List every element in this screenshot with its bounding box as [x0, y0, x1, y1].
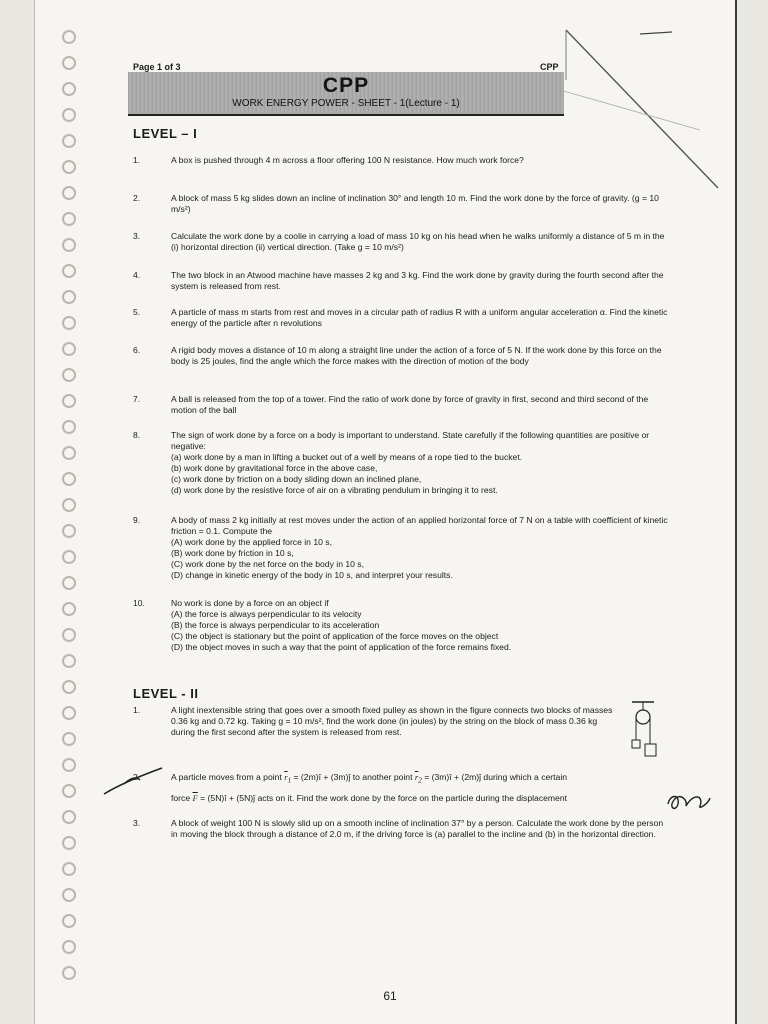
- question-text: A box is pushed through 4 m across a floor offering 100 N resistance. How much work force?: [171, 155, 524, 165]
- binder-hole: [62, 654, 76, 668]
- binder-hole: [62, 680, 76, 694]
- question-text: A particle of mass m starts from rest and moves in a circular path of radius R with a uniform angular acceleration α. Find the kinetic energy of the particle after n revolutions: [171, 307, 668, 328]
- binder-hole: [62, 628, 76, 642]
- binder-hole: [62, 732, 76, 746]
- level-2-heading: LEVEL - II: [133, 686, 199, 701]
- question-number: 3.: [133, 818, 141, 828]
- binder-hole: [62, 238, 76, 252]
- binder-hole: [62, 446, 76, 460]
- binder-hole: [62, 602, 76, 616]
- question-text: A light inextensible string that goes over a smooth fixed pulley as shown in the figure connects two blocks of masses 0.36 kg and 0.72 kg. Taking g = 10 m/s², find the work done (in joules) by the string on the block of mass 0.36 kg during the first second after the system is released from rest.: [171, 705, 613, 737]
- question-number: 10.: [133, 598, 145, 608]
- question-number: 1.: [133, 705, 141, 715]
- binder-hole: [62, 316, 76, 330]
- question-number: 5.: [133, 307, 141, 317]
- question-number: 2.: [133, 193, 141, 203]
- binder-hole: [62, 836, 76, 850]
- question-text: A block of weight 100 N is slowly slid up on a smooth incline of inclination 37° by a person. Calculate the work done by the person in moving the block through a distance of 2.0 m, if the driving force is (a) parallel to the incline and (b) in the horizontal direction.: [171, 818, 664, 839]
- binder-hole: [62, 810, 76, 824]
- binder-hole: [62, 342, 76, 356]
- binder-hole: [62, 862, 76, 876]
- binder-hole: [62, 940, 76, 954]
- question-text: The sign of work done by a force on a body is important to understand. State carefully if the following quantities are positive or negative: (a) work done by a man in lifting a bucket out of a well by means of a rope tied to the bucket. (b) work done by gravitational force in the above case, (c) work done by friction on a body sliding down an inclined plane, (d) work done by the resistive force of air on a vibrating pendulum in bringing it to rest.: [171, 430, 650, 495]
- binder-hole: [62, 498, 76, 512]
- question-number: 6.: [133, 345, 141, 355]
- binder-hole: [62, 472, 76, 486]
- question-number: 4.: [133, 270, 141, 280]
- binder-hole: [62, 550, 76, 564]
- binder-hole: [62, 524, 76, 538]
- binder-hole: [62, 420, 76, 434]
- banner-title: CPP: [322, 74, 370, 97]
- binder-hole: [62, 758, 76, 772]
- question-text: No work is done by a force on an object if (A) the force is always perpendicular to its velocity (B) the force is always perpendicular to its acceleration (C) the object is stationary but the point of application of the force moves on the object (D) the object moves in such a way that the point of application of the force remains fixed.: [171, 598, 512, 652]
- binder-hole: [62, 914, 76, 928]
- binder-hole: [62, 82, 76, 96]
- binder-hole: [62, 212, 76, 226]
- binder-hole: [62, 186, 76, 200]
- binder-hole: [62, 108, 76, 122]
- question-text: The two block in an Atwood machine have masses 2 kg and 3 kg. Find the work done by gravity during the fourth second after the system is released from rest.: [171, 270, 664, 291]
- binder-hole: [62, 888, 76, 902]
- document-page: [34, 0, 737, 1024]
- title-banner: [128, 72, 564, 116]
- question-text: A particle moves from a point $\overline{r}_1$ = (2m)î + (3m)ĵ to another point $\overline{r}_2$ = (3m)î + (2m)ĵ during which a certain force $\overline{F}$ = (5N)î + (5N)ĵ acts on it. Find the work done by the force on the particle during the displacement: [171, 772, 568, 803]
- question-number: 1.: [133, 155, 141, 165]
- binder-hole: [62, 290, 76, 304]
- question-number: 9.: [133, 515, 141, 525]
- question-number: 7.: [133, 394, 141, 404]
- binder-hole: [62, 160, 76, 174]
- binder-hole: [62, 264, 76, 278]
- question-number: 2.: [133, 772, 141, 782]
- question-number: 8.: [133, 430, 141, 440]
- question-text: A body of mass 2 kg initially at rest moves under the action of an applied horizontal force of 7 N on a table with coefficient of kinetic friction = 0.1. Compute the (A) work done by the applied force in 10 s, (B) work done by friction in 10 s, (C) work done by the net force on the body in 10 s, (D) change in kinetic energy of the body in 10 s, and interpret your results.: [171, 515, 668, 580]
- question-text: Calculate the work done by a coolie in carrying a load of mass 10 kg on his head when he walks uniformly a distance of 5 m in the (i) horizontal direction (ii) vertical direction. (Take g = 10 m/s²): [171, 231, 665, 252]
- question-text: A rigid body moves a distance of 10 m along a straight line under the action of a force of 5 N. If the work done by this force on the body is 25 joules, find the angle which the force makes with the direction of motion of the body: [171, 345, 662, 366]
- question-number: 3.: [133, 231, 141, 241]
- page-label: Page 1 of 3: [133, 62, 181, 72]
- banner-subtitle: WORK ENERGY POWER - SHEET - 1(Lecture - 1): [232, 98, 460, 109]
- binder-hole: [62, 966, 76, 980]
- binder-hole: [62, 368, 76, 382]
- header-right-label: CPP: [540, 62, 559, 72]
- binder-hole: [62, 706, 76, 720]
- binder-hole: [62, 784, 76, 798]
- binder-hole: [62, 30, 76, 44]
- binder-hole: [62, 394, 76, 408]
- question-text: A block of mass 5 kg slides down an incline of inclination 30° and length 10 m. Find the work done by the force of gravity. (g = 10 m/s²): [171, 193, 659, 214]
- level-1-heading: LEVEL – I: [133, 126, 198, 141]
- binder-hole: [62, 56, 76, 70]
- page-number: 61: [383, 989, 397, 1003]
- binder-hole: [62, 134, 76, 148]
- question-text: A ball is released from the top of a tower. Find the ratio of work done by force of gravity in first, second and third second of the motion of the ball: [171, 394, 649, 415]
- binder-hole: [62, 576, 76, 590]
- binder-holes: [62, 30, 92, 990]
